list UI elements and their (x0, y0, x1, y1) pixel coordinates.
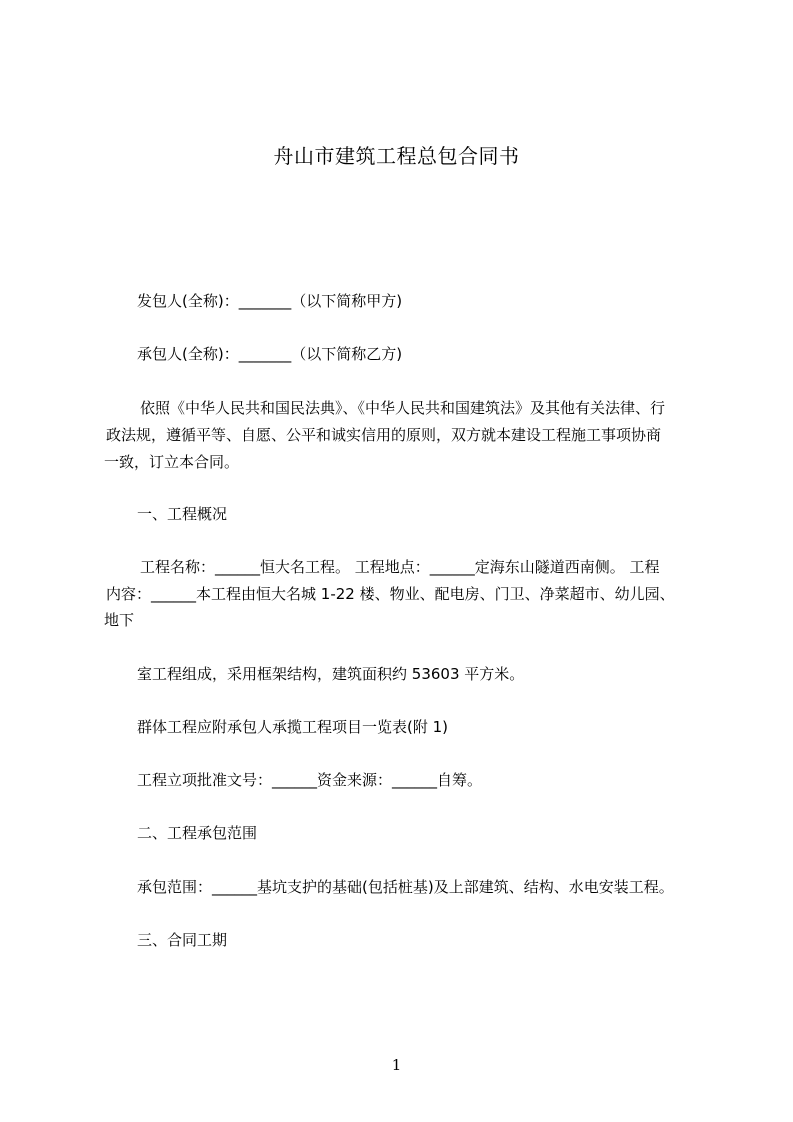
section-1-heading: 一、工程概况 (137, 505, 228, 523)
project-line-1: 工程名称：______恒大名工程。 工程地点：______定海东山隧道西南侧。 工程 (140, 558, 660, 576)
project-line-2: 内容：______本工程由恒大名城 1-22 楼、物业、配电房、门卫、净菜超市、幼儿园、 (106, 585, 675, 603)
approval-line: 工程立项批准文号：______资金来源：______自筹。 (137, 771, 483, 789)
party-a-line: 发包人(全称)：_______（以下简称甲方) (137, 292, 403, 310)
scope-line: 承包范围：______基坑支护的基础(包括桩基)及上部建筑、结构、水电安装工程。 (137, 878, 674, 896)
section-3-heading: 三、合同工期 (137, 931, 228, 949)
preamble-line-2: 政法规，遵循平等、自愿、公平和诚实信用的原则，双方就本建设工程施工事项协商 (106, 426, 662, 444)
project-line-3: 地下 (104, 611, 135, 629)
party-b-line: 承包人(全称)：_______（以下简称乙方) (137, 345, 403, 363)
document-title: 舟山市建筑工程总包合同书 (273, 144, 520, 168)
composition-line: 室工程组成，采用框架结构，建筑面积约 53603 平方米。 (137, 665, 525, 683)
preamble-line-3: 一致，订立本合同。 (104, 453, 240, 471)
group-note-line: 群体工程应附承包人承揽工程项目一览表(附 1) (137, 718, 449, 736)
section-2-heading: 二、工程承包范围 (137, 824, 258, 842)
page-number: 1 (391, 1056, 402, 1074)
preamble-line-1: 依照《中华人民共和国民法典》、《中华人民共和国建筑法》及其他有关法律、行 (140, 399, 666, 417)
